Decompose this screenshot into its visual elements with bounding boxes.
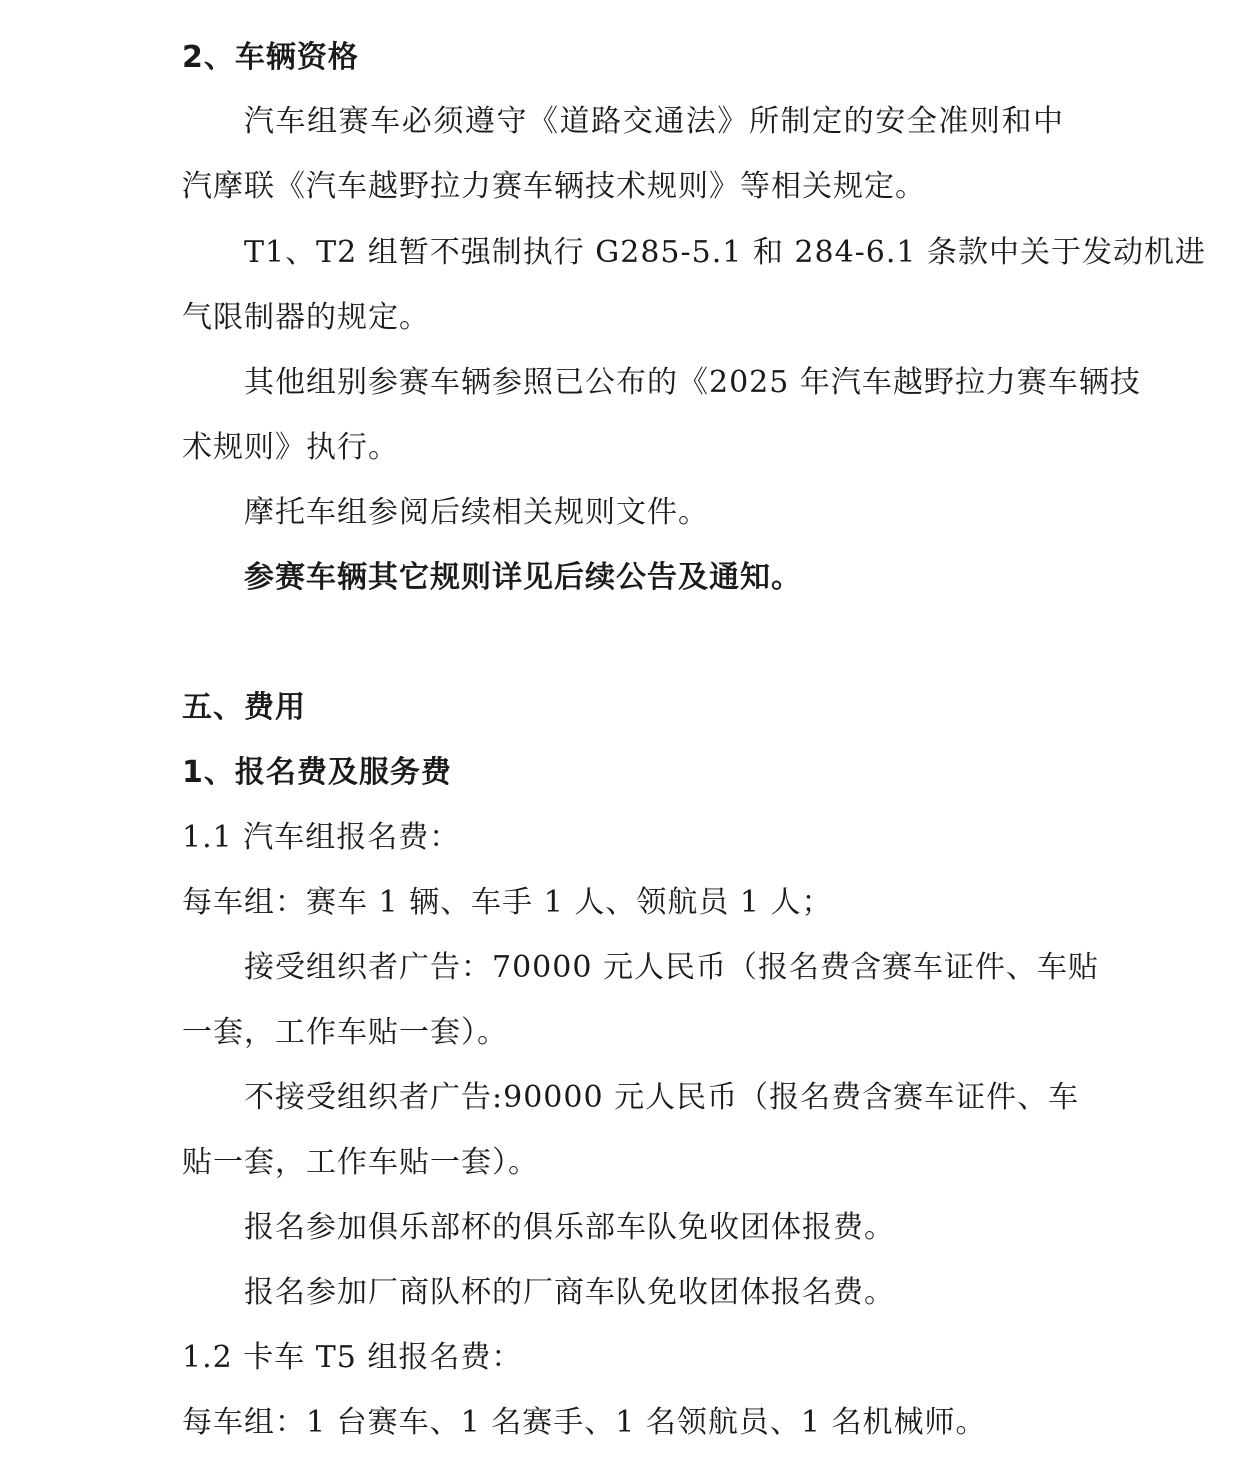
vehicle-qualification-heading: 2、车辆资格 [182, 40, 359, 75]
vehicle-rule-paragraph-3-line-1: 其他组别参赛车辆参照已公布的《2025 年汽车越野拉力赛车辆技 [244, 365, 1141, 400]
vehicle-rule-paragraph-3-line-2: 术规则》执行。 [182, 430, 399, 465]
vehicle-rule-paragraph-1-line-1: 汽车组赛车必须遵守《道路交通法》所制定的安全准则和中 [244, 104, 1064, 139]
vehicle-rule-paragraph-2-line-2: 气限制器的规定。 [182, 300, 430, 335]
per-car-crew-line: 每车组：赛车 1 辆、车手 1 人、领航员 1 人； [182, 885, 833, 920]
motorcycle-rule-paragraph: 摩托车组参阅后续相关规则文件。 [244, 495, 709, 530]
accept-ad-fee-line-1: 接受组织者广告：70000 元人民币（报名费含赛车证件、车贴 [244, 950, 1099, 985]
reject-ad-fee-line-2: 贴一套，工作车贴一套）。 [182, 1145, 539, 1180]
vehicle-rule-paragraph-1-line-2: 汽摩联《汽车越野拉力赛车辆技术规则》等相关规定。 [182, 169, 926, 204]
accept-ad-fee-line-2: 一套，工作车贴一套）。 [182, 1015, 508, 1050]
truck-crew-line: 每车组：1 台赛车、1 名赛手、1 名领航员、1 名机械师。 [182, 1405, 987, 1440]
reject-ad-fee-line-1: 不接受组织者广告:90000 元人民币（报名费含赛车证件、车 [244, 1080, 1080, 1115]
truck-t5-entry-fee-item: 1.2 卡车 T5 组报名费： [182, 1340, 523, 1375]
club-cup-fee-waiver: 报名参加俱乐部杯的俱乐部车队免收团体报费。 [244, 1210, 895, 1245]
fees-section-heading: 五、费用 [182, 690, 306, 725]
vehicle-rule-paragraph-2-line-1: T1、T2 组暂不强制执行 G285-5.1 和 284-6.1 条款中关于发动机进 [244, 235, 1207, 270]
entry-and-service-fee-heading: 1、报名费及服务费 [182, 755, 452, 790]
other-rules-notice: 参赛车辆其它规则详见后续公告及通知。 [244, 560, 802, 595]
car-group-entry-fee-item: 1.1 汽车组报名费： [182, 820, 461, 855]
manufacturer-cup-fee-waiver: 报名参加厂商队杯的厂商车队免收团体报名费。 [244, 1275, 895, 1310]
